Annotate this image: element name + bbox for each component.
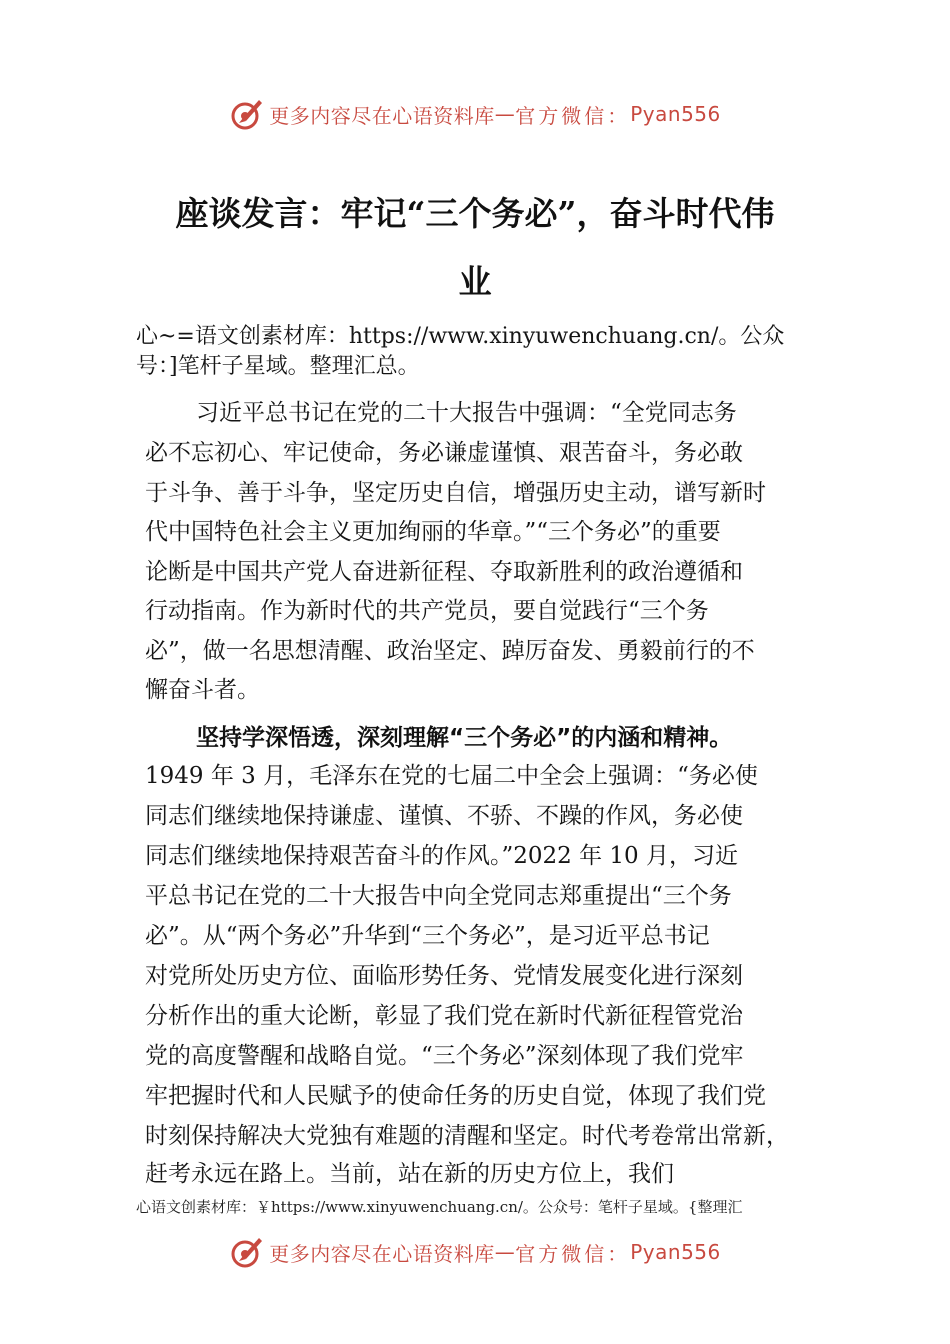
paragraph-2-line: 分析作出的重大论断，彰显了我们党在新时代新征程管党治 [145, 1003, 743, 1029]
banner-dash: — [494, 102, 516, 126]
paragraph-2-line: 党的高度警醒和战略自觉。“三个务必”深刻体现了我们党牢 [145, 1043, 744, 1069]
paragraph-1-line: 论断是中国共产党人奋进新征程、夺取新胜利的政治遵循和 [145, 559, 743, 585]
paragraph-2-line: 1949 年 3 月，毛泽东在党的七届二中全会上强调：“务必使 [145, 763, 758, 789]
paragraph-1-line: 于斗争、善于斗争，坚定历史自信，增强历史主动，谱写新时 [145, 480, 766, 506]
paragraph-2-line: 同志们继续地保持艰苦奋斗的作风。”2022 年 10 月，习近 [145, 843, 738, 869]
paragraph-2-line: 时刻保持解决大党独有难题的清醒和坚定。时代考卷常出常新， [145, 1123, 789, 1149]
paragraph-1-line: 行动指南。作为新时代的共产党员，要自觉践行“三个务 [145, 598, 709, 624]
paragraph-1-line: 懈奋斗者。 [145, 677, 260, 703]
pen-nib-logo-icon [229, 96, 265, 132]
document-title-line-1: 座谈发言：牢记“三个务必”，奋斗时代伟 [175, 194, 775, 233]
banner-dash: — [494, 1240, 516, 1264]
paragraph-2-line: 同志们继续地保持谦虚、谨慎、不骄、不躁的作风，务必使 [145, 803, 743, 829]
paragraph-2-line: 赶考永远在路上。当前，站在新的历史方位上，我们 [145, 1161, 674, 1187]
paragraph-2-line: 牢把握时代和人民赋予的使命任务的历史自觉，体现了我们党 [145, 1083, 766, 1109]
banner-wechat-label: 官方微信： [515, 103, 631, 128]
paragraph-1-line: 必不忘初心、牢记使命，务必谦虚谨慎、艰苦奋斗，务必敢 [145, 440, 743, 466]
source-note-line-1: 心~=语文创素材库：https://www.xinyuwenchuang.cn/。公众 [136, 324, 785, 349]
paragraph-2-line: 必”。从“两个务必”升华到“三个务必”，是习近平总书记 [145, 923, 710, 949]
footer-source-note: 心语文创素材库：￥https://www.xinyuwenchuang.cn/。公众号：笔杆子星域。{整理汇 [136, 1198, 743, 1216]
paragraph-1-line: 必”，做一名思想清醒、政治坚定、踔厉奋发、勇毅前行的不 [145, 638, 755, 664]
paragraph-2-line: 对党所处历史方位、面临形势任务、党情发展变化进行深刻 [145, 963, 743, 989]
banner-wechat-id: Pyan556 [630, 102, 721, 126]
paragraph-1-line: 代中国特色社会主义更加绚丽的华章。”“三个务必”的重要 [145, 519, 721, 545]
banner-text: 更多内容尽在心语资料库 [269, 103, 495, 128]
section-heading: 坚持学深悟透，深刻理解“三个务必”的内涵和精神。 [196, 725, 733, 751]
banner-wechat-id: Pyan556 [630, 1240, 721, 1264]
source-note-line-2: 号：]笔杆子星域。整理汇总。 [136, 354, 420, 379]
bottom-banner [0, 1232, 950, 1272]
banner-text: 更多内容尽在心语资料库 [269, 1241, 495, 1266]
pen-nib-logo-icon [229, 1234, 265, 1270]
top-banner [0, 94, 950, 134]
document-title-line-2: 业 [458, 262, 492, 301]
paragraph-2-line: 平总书记在党的二十大报告中向全党同志郑重提出“三个务 [145, 883, 732, 909]
paragraph-1-line: 习近平总书记在党的二十大报告中强调：“全党同志务 [196, 400, 737, 426]
banner-wechat-label: 官方微信： [515, 1241, 631, 1266]
